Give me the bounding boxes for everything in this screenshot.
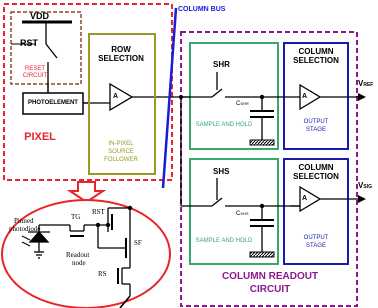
col-sel-bottom-label-2: SELECTION <box>293 172 339 181</box>
ground-bottom <box>250 252 274 257</box>
output-bottom-label-1: OUTPUT <box>303 235 329 241</box>
row-selection-label-2: SELECTION <box>98 54 144 63</box>
pixel-label: PIXEL <box>24 131 56 143</box>
col-sel-top-label-2: SELECTION <box>293 56 339 65</box>
readout-node-label-1: Readout <box>66 251 90 259</box>
rs-label: RS <box>98 270 107 278</box>
column-bus-label: COLUMN BUS <box>178 6 226 13</box>
shr-label: SHR <box>213 60 230 69</box>
sample-hold-top-label: SAMPLE AND HOLD <box>195 122 253 128</box>
column-bus-line <box>163 8 176 188</box>
pinned-photodiode-label-2: photodiode <box>9 225 41 233</box>
tg-label: TG <box>71 213 81 221</box>
output-top-label-1: OUTPUT <box>303 119 329 125</box>
shs-label: SHS <box>213 167 230 176</box>
sf-label: SF <box>134 239 142 247</box>
down-arrow <box>70 182 103 202</box>
photoelement-label: PHOTOELEMENT <box>28 100 78 106</box>
column-readout-label-1: COLUMN READOUT <box>221 271 319 282</box>
in-pixel-label-1: IN-PIXEL <box>108 141 134 147</box>
reset-circuit-label-1: RESET <box>24 66 46 72</box>
c-shs-label: CSHS <box>236 211 249 217</box>
c-shr-label: CSHR <box>236 101 249 107</box>
output-bottom-label-2: STAGE <box>306 243 326 249</box>
sample-hold-bottom-box <box>190 159 278 264</box>
rst-label: RST <box>20 38 38 48</box>
ground-top <box>250 140 274 145</box>
pinned-photodiode-label-1: Pinned <box>14 217 34 225</box>
amp-label-row: A <box>113 93 119 100</box>
sample-hold-top-box <box>190 43 278 149</box>
amp-label-top: A <box>302 93 308 100</box>
in-pixel-label-3: FOLLOWER <box>104 157 138 163</box>
col-sel-top-label-1: COLUMN <box>298 47 334 56</box>
rst-transistor-label: RST <box>92 208 105 216</box>
col-sel-bottom-label-1: COLUMN <box>298 163 334 172</box>
reset-switch <box>11 22 57 92</box>
row-selection-label-1: ROW <box>111 45 131 54</box>
amp-label-bottom: A <box>302 195 308 202</box>
vref-label: VREF <box>358 79 374 88</box>
vsig-label: VSIG <box>358 181 372 190</box>
in-pixel-label-2: SOURCE <box>108 149 134 155</box>
vdd-label: VDD <box>30 11 50 21</box>
reset-circuit-label-2: CIRCUIT <box>22 73 48 79</box>
sample-hold-bottom-label: SAMPLE AND HOLD <box>195 238 253 244</box>
output-top-label-2: STAGE <box>306 127 326 133</box>
readout-node-label-2: node <box>72 259 86 267</box>
column-readout-label-2: CIRCUIT <box>249 284 291 295</box>
